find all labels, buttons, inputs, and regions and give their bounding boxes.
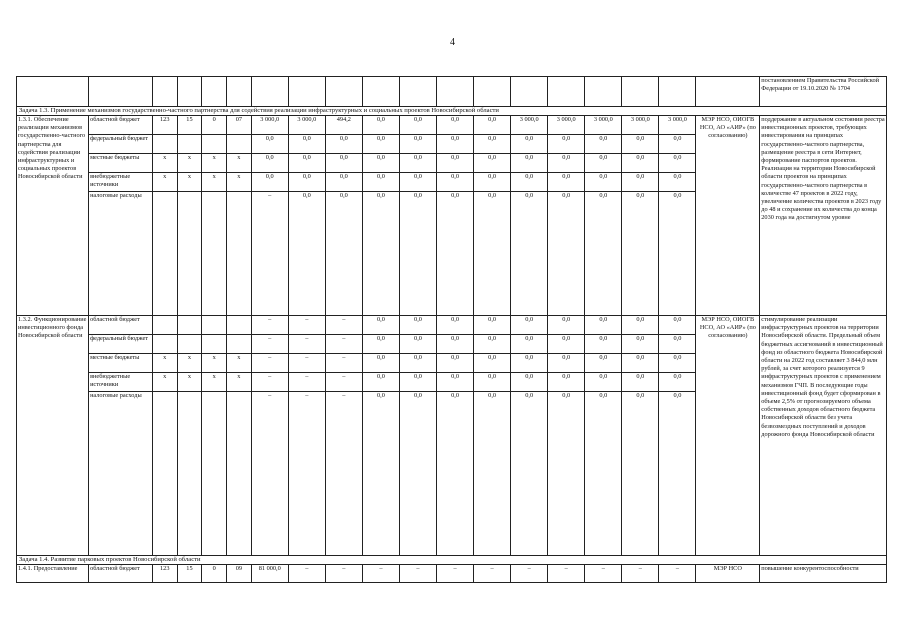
value-cell: 0,0	[659, 154, 696, 173]
table-cell	[585, 77, 622, 107]
value-cell: –	[362, 565, 399, 583]
funding-source: внебюджетные источники	[89, 173, 153, 192]
code-cell: x	[202, 354, 227, 373]
code-cell	[177, 316, 202, 335]
value-cell: 0,0	[659, 135, 696, 154]
code-cell: x	[177, 354, 202, 373]
value-cell: –	[288, 335, 325, 354]
value-cell: 3 000,0	[511, 116, 548, 135]
code-cell: x	[227, 373, 252, 392]
table-cell	[152, 77, 177, 107]
value-cell: 0,0	[511, 373, 548, 392]
value-cell: 0,0	[659, 316, 696, 335]
code-cell	[152, 135, 177, 154]
value-cell: 0,0	[362, 154, 399, 173]
code-cell	[202, 392, 227, 556]
value-cell: 0,0	[437, 135, 474, 154]
value-cell: 0,0	[622, 135, 659, 154]
value-cell: 0,0	[437, 154, 474, 173]
funding-source: областной бюджет	[89, 565, 153, 583]
value-cell: 0,0	[659, 173, 696, 192]
value-cell: 0,0	[511, 173, 548, 192]
program-table	[16, 76, 887, 583]
value-cell: 0,0	[399, 373, 436, 392]
value-cell: 0,0	[474, 373, 511, 392]
value-cell: 0,0	[511, 192, 548, 316]
value-cell: 0,0	[325, 173, 362, 192]
funding-source: налоговые расходы	[89, 392, 153, 556]
result-cell: постановлением Правительства Российской Федерации от 19.10.2020 № 1704	[760, 77, 887, 107]
table-cell	[325, 77, 362, 107]
value-cell: 0,0	[548, 192, 585, 316]
funding-source: федеральный бюджет	[89, 135, 153, 154]
value-cell: 0,0	[548, 316, 585, 335]
table-cell	[89, 77, 153, 107]
value-cell: 0,0	[288, 173, 325, 192]
value-cell: –	[437, 565, 474, 583]
table-cell	[362, 77, 399, 107]
value-cell: 0,0	[362, 392, 399, 556]
executor-cell: МЭР НСО, ОИОГВ НСО, АО «АИР» (по согласованию)	[696, 116, 760, 316]
value-cell: –	[251, 316, 288, 335]
funding-source: федеральный бюджет	[89, 335, 153, 354]
value-cell: 0,0	[622, 354, 659, 373]
code-cell: x	[202, 154, 227, 173]
value-cell: 0,0	[548, 135, 585, 154]
code-cell: 07	[227, 116, 252, 135]
code-cell: 0	[202, 565, 227, 583]
table-cell	[288, 77, 325, 107]
value-cell: 0,0	[437, 192, 474, 316]
code-cell: x	[152, 154, 177, 173]
funding-source: налоговые расходы	[89, 192, 153, 316]
value-cell: 0,0	[585, 392, 622, 556]
code-cell: x	[152, 173, 177, 192]
value-cell: –	[288, 316, 325, 335]
value-cell: –	[325, 373, 362, 392]
value-cell: 0,0	[251, 154, 288, 173]
code-cell: x	[202, 173, 227, 192]
code-cell	[152, 192, 177, 316]
value-cell: 0,0	[362, 135, 399, 154]
value-cell: 0,0	[585, 335, 622, 354]
value-cell: 0,0	[437, 116, 474, 135]
value-cell: 0,0	[511, 154, 548, 173]
value-cell: 0,0	[362, 373, 399, 392]
value-cell: 0,0	[325, 192, 362, 316]
code-cell: x	[202, 373, 227, 392]
funding-source: областной бюджет	[89, 316, 153, 335]
code-cell: 09	[227, 565, 252, 583]
task-heading: Задача 1.3. Применение механизмов государственно-частного партнерства для содействия реализации инфраструктурных и социальных проектов Новосибирской области	[17, 107, 887, 116]
section-row	[17, 107, 887, 116]
table-row	[17, 565, 887, 583]
code-cell: x	[152, 354, 177, 373]
code-cell: x	[227, 154, 252, 173]
value-cell: –	[251, 392, 288, 556]
value-cell: 0,0	[585, 154, 622, 173]
value-cell: –	[288, 354, 325, 373]
value-cell: 0,0	[437, 392, 474, 556]
code-cell	[152, 335, 177, 354]
value-cell: –	[659, 565, 696, 583]
code-cell	[177, 192, 202, 316]
value-cell: –	[251, 192, 288, 316]
code-cell	[227, 192, 252, 316]
value-cell: 0,0	[399, 154, 436, 173]
value-cell: 3 000,0	[622, 116, 659, 135]
code-cell	[202, 135, 227, 154]
code-cell: x	[177, 373, 202, 392]
value-cell: 0,0	[399, 135, 436, 154]
section-row	[17, 556, 887, 565]
table-cell	[17, 77, 89, 107]
table-cell	[177, 77, 202, 107]
value-cell: 0,0	[474, 192, 511, 316]
value-cell: 0,0	[548, 154, 585, 173]
value-cell: 494,2	[325, 116, 362, 135]
value-cell: 0,0	[437, 354, 474, 373]
value-cell: –	[585, 565, 622, 583]
value-cell: 0,0	[362, 335, 399, 354]
continuation-row	[17, 77, 887, 107]
value-cell: –	[251, 335, 288, 354]
code-cell: 123	[152, 116, 177, 135]
value-cell: –	[474, 565, 511, 583]
code-cell	[202, 335, 227, 354]
funding-source: областной бюджет	[89, 116, 153, 135]
measure-name: 1.4.1. Предоставление	[17, 565, 89, 583]
code-cell: x	[227, 173, 252, 192]
value-cell: 0,0	[622, 392, 659, 556]
code-cell	[227, 316, 252, 335]
executor-cell: МЭР НСО	[696, 565, 760, 583]
value-cell: 0,0	[659, 392, 696, 556]
value-cell: 0,0	[288, 154, 325, 173]
result-cell: поддержание в актуальном состоянии реестра инвестиционных проектов, требующих инвестирования на принципах государственно-частного партнерства, размещение реестра в сети Интернет, формирование паспортов проектов. Реализация на территории Новосибирской области проектов на принципах государственно-частного партнерства в количестве 47 проектов в 2022 году, увеличение количества проектов в 2023 году до 48 и сохранение их количества до конца 2030 года на достигнутом уровне	[760, 116, 887, 316]
value-cell: 0,0	[362, 354, 399, 373]
code-cell	[227, 392, 252, 556]
value-cell: 3 000,0	[585, 116, 622, 135]
value-cell: 0,0	[511, 392, 548, 556]
value-cell: 0,0	[622, 316, 659, 335]
code-cell	[152, 392, 177, 556]
value-cell: 0,0	[548, 392, 585, 556]
code-cell: 123	[152, 565, 177, 583]
value-cell: 0,0	[548, 373, 585, 392]
code-cell	[177, 135, 202, 154]
value-cell: 0,0	[399, 116, 436, 135]
value-cell: –	[325, 316, 362, 335]
code-cell: 15	[177, 116, 202, 135]
value-cell: 3 000,0	[288, 116, 325, 135]
table-row	[17, 316, 887, 335]
value-cell: 0,0	[437, 316, 474, 335]
value-cell: –	[511, 565, 548, 583]
value-cell: –	[251, 373, 288, 392]
value-cell: 0,0	[251, 135, 288, 154]
value-cell: 0,0	[362, 192, 399, 316]
code-cell	[227, 135, 252, 154]
value-cell: 0,0	[362, 173, 399, 192]
page-number: 4	[450, 37, 455, 48]
value-cell: –	[288, 565, 325, 583]
value-cell: –	[325, 354, 362, 373]
code-cell: x	[152, 373, 177, 392]
value-cell: 0,0	[399, 173, 436, 192]
executor-cell: МЭР НСО, ОИОГВ НСО, АО «АИР» (по согласованию)	[696, 316, 760, 556]
value-cell: 0,0	[437, 173, 474, 192]
value-cell: 0,0	[585, 173, 622, 192]
measure-name: 1.3.1. Обеспечение реализации механизмов государственно-частного партнерства для содействия реализации инфраструктурных и социальных проектов Новосибирской области	[17, 116, 89, 316]
value-cell: 0,0	[659, 335, 696, 354]
value-cell: 3 000,0	[659, 116, 696, 135]
measure-name: 1.3.2. Функционирование инвестиционного фонда Новосибирской области	[17, 316, 89, 556]
value-cell: 0,0	[548, 173, 585, 192]
value-cell: 0,0	[659, 373, 696, 392]
value-cell: 0,0	[511, 335, 548, 354]
value-cell: 0,0	[251, 173, 288, 192]
value-cell: 0,0	[622, 373, 659, 392]
value-cell: 0,0	[548, 335, 585, 354]
value-cell: 0,0	[585, 354, 622, 373]
table-row	[17, 116, 887, 135]
value-cell: 0,0	[288, 192, 325, 316]
table-cell	[511, 77, 548, 107]
value-cell: 0,0	[362, 316, 399, 335]
table-cell	[399, 77, 436, 107]
value-cell: 0,0	[622, 154, 659, 173]
value-cell: 0,0	[399, 316, 436, 335]
value-cell: 0,0	[474, 335, 511, 354]
value-cell: 0,0	[474, 135, 511, 154]
value-cell: 0,0	[511, 354, 548, 373]
value-cell: 0,0	[474, 173, 511, 192]
value-cell: 0,0	[474, 116, 511, 135]
task-heading: Задача 1.4. Развитие парковых проектов Новосибирской области	[17, 556, 887, 565]
code-cell	[152, 316, 177, 335]
table-cell	[202, 77, 227, 107]
result-cell: стимулирование реализации инфраструктурных проектов на территории Новосибирской области. Предельный объем бюджетных ассигнований в инвестиционный фонд из областного бюджета Новосибирской области на 2022 год составляет 3 844,0 млн рублей, за счет которого реализуется 9 инфраструктурных проектов с применением механизмов ГЧП. В последующие годы инвестиционный фонд будет сформирован в объеме 2,5% от прогнозируемого объема собственных доходов областного бюджета Новосибирской области без учета безвозмездных поступлений и доходов дорожного фонда Новосибирской области	[760, 316, 887, 556]
table-cell	[659, 77, 696, 107]
value-cell: 3 000,0	[548, 116, 585, 135]
value-cell: 0,0	[474, 154, 511, 173]
table-cell	[548, 77, 585, 107]
value-cell: 0,0	[325, 154, 362, 173]
value-cell: –	[251, 354, 288, 373]
value-cell: –	[325, 335, 362, 354]
value-cell: 3 000,0	[251, 116, 288, 135]
value-cell: –	[325, 392, 362, 556]
value-cell: 0,0	[622, 173, 659, 192]
value-cell: 0,0	[474, 392, 511, 556]
value-cell: 0,0	[399, 335, 436, 354]
value-cell: 0,0	[474, 316, 511, 335]
value-cell: 0,0	[399, 192, 436, 316]
value-cell: 0,0	[585, 373, 622, 392]
table-cell	[227, 77, 252, 107]
code-cell	[177, 392, 202, 556]
table-cell	[251, 77, 288, 107]
value-cell: 0,0	[659, 192, 696, 316]
code-cell	[177, 335, 202, 354]
table-cell	[696, 77, 760, 107]
funding-source: местные бюджеты	[89, 354, 153, 373]
value-cell: –	[399, 565, 436, 583]
code-cell: 15	[177, 565, 202, 583]
value-cell: 0,0	[585, 316, 622, 335]
value-cell: 0,0	[399, 354, 436, 373]
value-cell: 0,0	[622, 335, 659, 354]
value-cell: 0,0	[511, 135, 548, 154]
value-cell: –	[288, 373, 325, 392]
table-cell	[474, 77, 511, 107]
value-cell: 0,0	[474, 354, 511, 373]
value-cell: –	[288, 392, 325, 556]
value-cell: 0,0	[325, 135, 362, 154]
code-cell: x	[227, 354, 252, 373]
value-cell: 0,0	[437, 335, 474, 354]
code-cell	[227, 335, 252, 354]
table-cell	[622, 77, 659, 107]
value-cell: 0,0	[622, 192, 659, 316]
funding-source: местные бюджеты	[89, 154, 153, 173]
code-cell	[202, 316, 227, 335]
funding-source: внебюджетные источники	[89, 373, 153, 392]
code-cell: x	[177, 173, 202, 192]
code-cell: 0	[202, 116, 227, 135]
value-cell: 0,0	[659, 354, 696, 373]
value-cell: 0,0	[362, 116, 399, 135]
table-cell	[437, 77, 474, 107]
value-cell: –	[548, 565, 585, 583]
value-cell: –	[622, 565, 659, 583]
value-cell: 0,0	[288, 135, 325, 154]
value-cell: 0,0	[585, 135, 622, 154]
value-cell: 0,0	[511, 316, 548, 335]
value-cell: 81 000,0	[251, 565, 288, 583]
value-cell: 0,0	[399, 392, 436, 556]
result-cell: повышение конкурентоспособности	[760, 565, 887, 583]
value-cell: –	[325, 565, 362, 583]
code-cell	[202, 192, 227, 316]
value-cell: 0,0	[585, 192, 622, 316]
value-cell: 0,0	[548, 354, 585, 373]
value-cell: 0,0	[437, 373, 474, 392]
code-cell: x	[177, 154, 202, 173]
